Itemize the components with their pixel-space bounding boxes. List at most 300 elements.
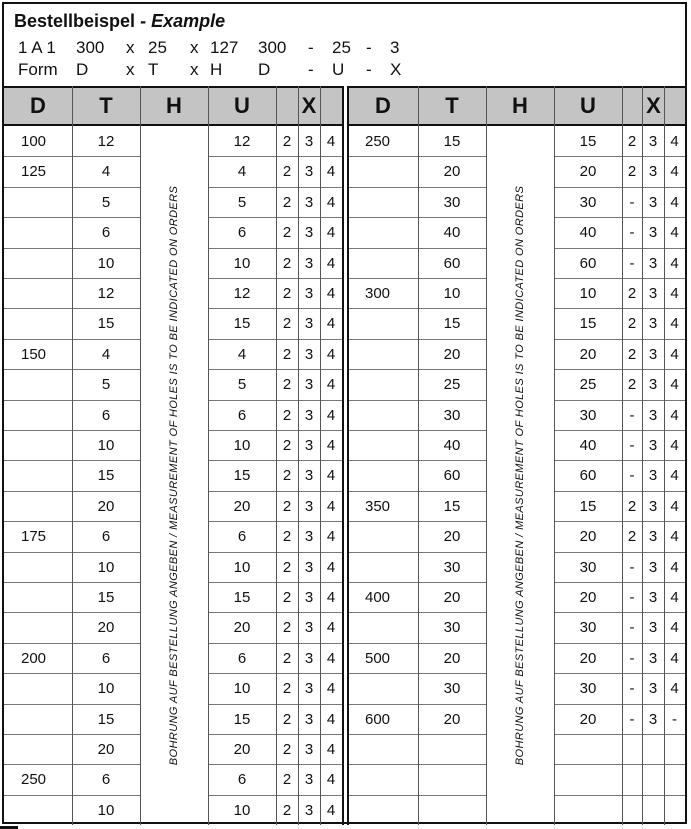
cell-x-option: 2 bbox=[627, 497, 637, 515]
cell-x-option bbox=[664, 735, 685, 765]
cell-x-option: 3 bbox=[648, 254, 658, 272]
cell-x-option: - bbox=[629, 649, 635, 667]
cell-t: 15 bbox=[97, 315, 115, 333]
cell-d: 250 bbox=[21, 771, 47, 789]
cell-u: 20 bbox=[579, 163, 597, 181]
cell-t: 20 bbox=[443, 528, 461, 546]
cell-u: 10 bbox=[233, 801, 251, 819]
cell-x-option: 2 bbox=[282, 649, 292, 667]
column-header-d: D bbox=[4, 86, 72, 126]
cell-x-option: 4 bbox=[326, 133, 336, 150]
cell-d bbox=[4, 735, 72, 765]
cell-u: 12 bbox=[233, 285, 251, 302]
cell-t: 40 bbox=[443, 224, 461, 242]
cell-t: 5 bbox=[101, 376, 111, 394]
cell-u: 40 bbox=[579, 437, 597, 454]
cell-x-option bbox=[622, 765, 642, 795]
cell-t: 20 bbox=[97, 497, 115, 515]
example-code-token: 25 bbox=[332, 38, 351, 57]
cell-x-option bbox=[642, 735, 664, 765]
form-code-token: H bbox=[210, 60, 223, 79]
example-code-token: 1 A 1 bbox=[18, 38, 56, 57]
cell-u bbox=[554, 796, 622, 826]
cell-u: 20 bbox=[233, 497, 251, 515]
page-title bbox=[14, 11, 225, 32]
cell-t: 12 bbox=[97, 133, 115, 150]
cell-x-option: - bbox=[629, 437, 635, 454]
cell-u: 15 bbox=[233, 467, 251, 485]
cell-u: 10 bbox=[233, 680, 251, 698]
cell-x-option: 4 bbox=[326, 801, 336, 819]
cell-x-option: 3 bbox=[648, 528, 658, 546]
cell-x-option: 2 bbox=[627, 528, 637, 546]
cell-x-option: 2 bbox=[282, 741, 292, 758]
cell-d bbox=[348, 309, 418, 339]
cell-d: 600 bbox=[365, 710, 391, 728]
cell-d bbox=[4, 218, 72, 248]
cell-d: 150 bbox=[21, 345, 47, 363]
cell-t: 15 bbox=[97, 467, 115, 485]
cell-d bbox=[348, 461, 418, 491]
cell-x-option: 3 bbox=[648, 315, 658, 333]
cell-u: 15 bbox=[579, 133, 597, 150]
example-code-token: x bbox=[126, 38, 135, 57]
cell-d: 125 bbox=[21, 163, 47, 181]
cell-t: 60 bbox=[443, 254, 461, 272]
cell-x-option: 3 bbox=[304, 163, 314, 181]
cell-d bbox=[4, 492, 72, 522]
cell-x-option bbox=[622, 735, 642, 765]
cell-t: 5 bbox=[101, 193, 111, 211]
cell-t: 6 bbox=[101, 771, 111, 789]
cell-d bbox=[348, 401, 418, 431]
cell-t: 20 bbox=[443, 589, 461, 606]
cell-x-option: - bbox=[629, 467, 635, 485]
form-code-token: Form bbox=[18, 60, 58, 79]
cell-x-option: 4 bbox=[326, 285, 336, 302]
cell-x-option: 3 bbox=[648, 133, 658, 150]
cell-x-option: 3 bbox=[648, 619, 658, 637]
example-code-token: 3 bbox=[390, 38, 400, 57]
cell-x-option: 3 bbox=[304, 771, 314, 789]
cell-x-option: 4 bbox=[670, 285, 679, 302]
cell-x-option: 3 bbox=[304, 133, 314, 150]
cell-x-option: 3 bbox=[304, 315, 314, 333]
cell-u: 15 bbox=[233, 710, 251, 728]
cell-t: 20 bbox=[97, 741, 115, 758]
cell-t: 20 bbox=[443, 345, 461, 363]
cell-x-option: 4 bbox=[670, 315, 679, 333]
cell-d bbox=[4, 583, 72, 613]
cell-x-option: 4 bbox=[670, 254, 679, 272]
cell-d bbox=[4, 431, 72, 461]
cell-u: 15 bbox=[233, 315, 251, 333]
cell-t: 20 bbox=[443, 163, 461, 181]
cell-u: 20 bbox=[233, 619, 251, 637]
cell-t: 4 bbox=[101, 345, 111, 363]
cell-d bbox=[348, 188, 418, 218]
cell-t: 10 bbox=[97, 254, 115, 272]
cell-t: 10 bbox=[97, 558, 115, 576]
cell-x-option: 4 bbox=[326, 254, 336, 272]
cell-x-option: 4 bbox=[326, 193, 336, 211]
cell-x-option: 4 bbox=[670, 558, 679, 576]
cell-u: 40 bbox=[579, 224, 597, 242]
cell-d bbox=[348, 765, 418, 795]
form-code-token: X bbox=[390, 60, 402, 79]
cell-x-option: 4 bbox=[326, 224, 336, 242]
cell-x-option: 4 bbox=[670, 163, 679, 181]
cell-t: 20 bbox=[443, 649, 461, 667]
cell-u: 60 bbox=[579, 254, 597, 272]
cell-d: 200 bbox=[21, 649, 47, 667]
cell-x-option bbox=[622, 796, 642, 826]
cell-d bbox=[348, 218, 418, 248]
cell-x-option: 2 bbox=[627, 376, 637, 394]
cell-x-option: 3 bbox=[648, 437, 658, 454]
cell-x-option: 3 bbox=[304, 528, 314, 546]
form-code-token: x bbox=[190, 60, 199, 79]
cell-u: 5 bbox=[237, 376, 247, 394]
cell-t: 6 bbox=[101, 528, 111, 546]
cell-x-option: 3 bbox=[304, 801, 314, 819]
cell-x-option: 4 bbox=[326, 771, 336, 789]
order-example-sheet bbox=[2, 2, 687, 824]
cell-u: 10 bbox=[579, 285, 597, 302]
cell-x-option: 2 bbox=[282, 193, 292, 211]
cell-t: 30 bbox=[443, 406, 461, 424]
cell-x-option: 3 bbox=[648, 376, 658, 394]
cell-t: 15 bbox=[443, 315, 461, 333]
example-code-token: 25 bbox=[148, 38, 167, 57]
column-header-h: H bbox=[140, 86, 208, 126]
cell-u: 10 bbox=[233, 558, 251, 576]
cell-t: 6 bbox=[101, 224, 111, 242]
cell-x-option: 3 bbox=[648, 406, 658, 424]
cell-x-option: 3 bbox=[648, 193, 658, 211]
cell-d: 400 bbox=[365, 589, 391, 606]
column-divider bbox=[486, 86, 487, 825]
cell-x-option: 4 bbox=[670, 497, 679, 515]
cell-x-option: - bbox=[629, 619, 635, 637]
cell-x-option: 4 bbox=[670, 133, 679, 150]
cell-x-option: 2 bbox=[282, 558, 292, 576]
cell-u bbox=[554, 735, 622, 765]
cell-d bbox=[348, 553, 418, 583]
cell-x-option: 2 bbox=[282, 619, 292, 637]
cell-x-option: 3 bbox=[304, 467, 314, 485]
cell-d bbox=[4, 249, 72, 279]
cell-x-option bbox=[642, 796, 664, 826]
cell-u: 30 bbox=[579, 619, 597, 637]
column-header-u: U bbox=[554, 86, 622, 126]
cell-d bbox=[4, 309, 72, 339]
cell-x-option: 3 bbox=[648, 680, 658, 698]
cell-d: 300 bbox=[365, 285, 391, 302]
cell-t: 4 bbox=[101, 163, 111, 181]
cell-x-option: 3 bbox=[304, 558, 314, 576]
cell-d bbox=[4, 553, 72, 583]
cell-d bbox=[348, 522, 418, 552]
cell-x-option: 3 bbox=[304, 710, 314, 728]
column-header-t: T bbox=[72, 86, 140, 126]
cell-u: 20 bbox=[579, 649, 597, 667]
cell-u: 5 bbox=[237, 193, 247, 211]
cell-x-option: 4 bbox=[670, 680, 679, 698]
cell-u: 25 bbox=[579, 376, 597, 394]
cell-u: 10 bbox=[233, 437, 251, 454]
cell-d bbox=[4, 796, 72, 826]
cell-x-option: - bbox=[629, 193, 635, 211]
cell-x-option: 4 bbox=[670, 437, 679, 454]
cell-x-option: 2 bbox=[282, 710, 292, 728]
cell-x-option: 4 bbox=[670, 528, 679, 546]
cell-t: 15 bbox=[443, 497, 461, 515]
cell-u: 6 bbox=[237, 406, 247, 424]
cell-u: 6 bbox=[237, 224, 247, 242]
cell-x-option bbox=[664, 796, 685, 826]
cell-d bbox=[348, 340, 418, 370]
cell-x-option: 2 bbox=[282, 771, 292, 789]
cell-u: 30 bbox=[579, 558, 597, 576]
cell-u: 20 bbox=[579, 528, 597, 546]
cell-u: 4 bbox=[237, 345, 247, 363]
cell-t: 30 bbox=[443, 193, 461, 211]
column-header-x: X bbox=[276, 86, 342, 126]
title-separator: - bbox=[135, 11, 152, 31]
cell-x-option: 3 bbox=[648, 285, 658, 302]
cell-u: 10 bbox=[233, 254, 251, 272]
cell-u: 20 bbox=[579, 345, 597, 363]
cell-u: 30 bbox=[579, 680, 597, 698]
example-code-token: x bbox=[190, 38, 199, 57]
title-english: Example bbox=[151, 11, 226, 31]
cell-t: 10 bbox=[97, 801, 115, 819]
cell-t: 20 bbox=[97, 619, 115, 637]
table-split-divider bbox=[347, 86, 349, 825]
cell-u: 30 bbox=[579, 406, 597, 424]
cell-t: 10 bbox=[97, 680, 115, 698]
example-code-token: - bbox=[366, 38, 372, 57]
cell-d bbox=[4, 370, 72, 400]
cell-x-option: 2 bbox=[627, 315, 637, 333]
cell-t: 25 bbox=[443, 376, 461, 394]
column-header-d: D bbox=[348, 86, 418, 126]
cell-t: 30 bbox=[443, 619, 461, 637]
cell-x-option: 4 bbox=[326, 315, 336, 333]
cell-x-option: 3 bbox=[648, 497, 658, 515]
cell-d bbox=[4, 401, 72, 431]
cell-d: 100 bbox=[21, 133, 47, 150]
cell-x-option: - bbox=[629, 558, 635, 576]
cell-x-option: 4 bbox=[326, 376, 336, 394]
cell-x-option: 3 bbox=[648, 649, 658, 667]
form-code-token: - bbox=[366, 60, 372, 79]
cell-x-option: 4 bbox=[326, 528, 336, 546]
cell-t: 6 bbox=[101, 649, 111, 667]
cell-x-option: 3 bbox=[304, 741, 314, 758]
cell-x-option: 2 bbox=[282, 163, 292, 181]
cell-x-option bbox=[642, 765, 664, 795]
cell-x-option: 4 bbox=[670, 589, 679, 606]
cell-x-option: 3 bbox=[648, 345, 658, 363]
cell-d bbox=[348, 370, 418, 400]
cell-u: 60 bbox=[579, 467, 597, 485]
cell-x-option: 2 bbox=[282, 467, 292, 485]
cell-t: 30 bbox=[443, 558, 461, 576]
cell-x-option: 2 bbox=[282, 528, 292, 546]
cell-x-option: 3 bbox=[304, 285, 314, 302]
cell-u: 15 bbox=[579, 497, 597, 515]
cell-t: 15 bbox=[443, 133, 461, 150]
cell-x-option: 2 bbox=[282, 801, 292, 819]
cell-x-option: 4 bbox=[326, 619, 336, 637]
title-german: Bestellbeispel bbox=[14, 11, 136, 31]
table-split-divider bbox=[342, 86, 344, 825]
cell-x-option bbox=[664, 765, 685, 795]
cell-x-option: 3 bbox=[648, 558, 658, 576]
cell-d bbox=[348, 613, 418, 643]
cell-d bbox=[4, 461, 72, 491]
cell-x-option: 3 bbox=[304, 376, 314, 394]
cell-d bbox=[4, 279, 72, 309]
cell-x-option: 4 bbox=[670, 467, 679, 485]
cell-d: 250 bbox=[365, 133, 391, 150]
cell-x-option: - bbox=[672, 710, 677, 728]
cell-x-option: 2 bbox=[282, 680, 292, 698]
cell-u: 4 bbox=[237, 163, 247, 181]
cell-x-option: 3 bbox=[648, 589, 658, 606]
cell-x-option: 4 bbox=[326, 406, 336, 424]
form-code-token: T bbox=[148, 60, 159, 79]
cell-t: 15 bbox=[97, 710, 115, 728]
cell-x-option: 4 bbox=[326, 710, 336, 728]
cell-x-option: 4 bbox=[670, 345, 679, 363]
cell-x-option: 3 bbox=[648, 467, 658, 485]
cell-x-option: 2 bbox=[282, 133, 292, 150]
cell-x-option: 3 bbox=[304, 406, 314, 424]
cell-d bbox=[348, 249, 418, 279]
cell-t: 20 bbox=[443, 710, 461, 728]
form-code-token: U bbox=[332, 60, 345, 79]
cell-u bbox=[554, 765, 622, 795]
cell-x-option: 4 bbox=[670, 193, 679, 211]
cell-t bbox=[418, 796, 486, 826]
cell-u: 6 bbox=[237, 528, 247, 546]
cell-d bbox=[348, 157, 418, 187]
cell-u: 6 bbox=[237, 771, 247, 789]
cell-x-option: 3 bbox=[304, 224, 314, 242]
cell-x-option: - bbox=[629, 406, 635, 424]
cell-x-option: - bbox=[629, 589, 635, 606]
cell-x-option: 3 bbox=[648, 710, 658, 728]
cell-x-option: 3 bbox=[304, 680, 314, 698]
cell-x-option: - bbox=[629, 254, 635, 272]
column-header-x: X bbox=[622, 86, 685, 126]
cell-t: 12 bbox=[97, 285, 115, 302]
cell-u: 20 bbox=[579, 710, 597, 728]
cell-d: 350 bbox=[365, 497, 391, 515]
cell-u: 15 bbox=[233, 589, 251, 606]
cell-x-option: 2 bbox=[627, 163, 637, 181]
cell-t: 10 bbox=[443, 285, 461, 302]
cell-t: 60 bbox=[443, 467, 461, 485]
cell-d bbox=[4, 188, 72, 218]
cell-x-option: 4 bbox=[670, 406, 679, 424]
cell-x-option: 3 bbox=[304, 589, 314, 606]
example-code-token: 300 bbox=[258, 38, 287, 57]
cell-x-option: 3 bbox=[304, 254, 314, 272]
cell-x-option: 4 bbox=[326, 163, 336, 181]
cell-x-option: 4 bbox=[326, 680, 336, 698]
cell-t bbox=[418, 765, 486, 795]
cell-x-option: 4 bbox=[326, 437, 336, 454]
cell-x-option: - bbox=[629, 224, 635, 242]
cell-u: 12 bbox=[233, 133, 251, 150]
cell-t: 30 bbox=[443, 680, 461, 698]
column-divider bbox=[140, 86, 141, 825]
cell-x-option: 2 bbox=[282, 589, 292, 606]
form-code-token: x bbox=[126, 60, 135, 79]
example-code-token: 300 bbox=[76, 38, 105, 57]
form-code-token: D bbox=[258, 60, 271, 79]
cell-x-option: 4 bbox=[670, 376, 679, 394]
cell-x-option: 3 bbox=[304, 345, 314, 363]
column-header-t: T bbox=[418, 86, 486, 126]
cell-x-option: 4 bbox=[670, 619, 679, 637]
cell-x-option: 3 bbox=[304, 193, 314, 211]
cell-d bbox=[4, 674, 72, 704]
cell-x-option: 2 bbox=[627, 345, 637, 363]
cell-x-option: 2 bbox=[282, 376, 292, 394]
cell-x-option: 4 bbox=[326, 649, 336, 667]
cell-t: 15 bbox=[97, 589, 115, 606]
cell-x-option: 4 bbox=[326, 741, 336, 758]
cell-x-option: - bbox=[629, 710, 635, 728]
cell-x-option: 2 bbox=[282, 254, 292, 272]
cell-u: 20 bbox=[579, 589, 597, 606]
form-code-token: - bbox=[308, 60, 314, 79]
cell-t: 40 bbox=[443, 437, 461, 454]
cell-x-option: 2 bbox=[282, 315, 292, 333]
example-code-token: - bbox=[308, 38, 314, 57]
cell-t bbox=[418, 735, 486, 765]
cell-x-option: 3 bbox=[648, 224, 658, 242]
cell-x-option: 4 bbox=[670, 649, 679, 667]
cell-x-option: 3 bbox=[304, 437, 314, 454]
cell-x-option: 2 bbox=[627, 133, 637, 150]
cell-x-option: 3 bbox=[304, 619, 314, 637]
cell-d bbox=[348, 796, 418, 826]
cell-x-option: 4 bbox=[326, 558, 336, 576]
cell-d: 500 bbox=[365, 649, 391, 667]
cell-d bbox=[4, 705, 72, 735]
holes-measurement-note: BOHRUNG AUF BESTELLUNG ANGEBEN / MEASUREMENT OF HOLES IS TO BE INDICATED ON ORDERS bbox=[514, 185, 526, 766]
cell-x-option: 2 bbox=[282, 224, 292, 242]
cell-x-option: 2 bbox=[282, 406, 292, 424]
holes-measurement-note: BOHRUNG AUF BESTELLUNG ANGEBEN / MEASUREMENT OF HOLES IS TO BE INDICATED ON ORDERS bbox=[168, 185, 180, 766]
cell-t: 10 bbox=[97, 437, 115, 454]
cell-x-option: 2 bbox=[627, 285, 637, 302]
cell-x-option: 2 bbox=[282, 497, 292, 515]
cell-d: 175 bbox=[21, 528, 47, 546]
cell-d bbox=[348, 431, 418, 461]
cell-x-option: 4 bbox=[326, 497, 336, 515]
cell-x-option: 2 bbox=[282, 345, 292, 363]
cell-x-option: 4 bbox=[670, 224, 679, 242]
cell-t: 6 bbox=[101, 406, 111, 424]
cell-x-option: 2 bbox=[282, 285, 292, 302]
